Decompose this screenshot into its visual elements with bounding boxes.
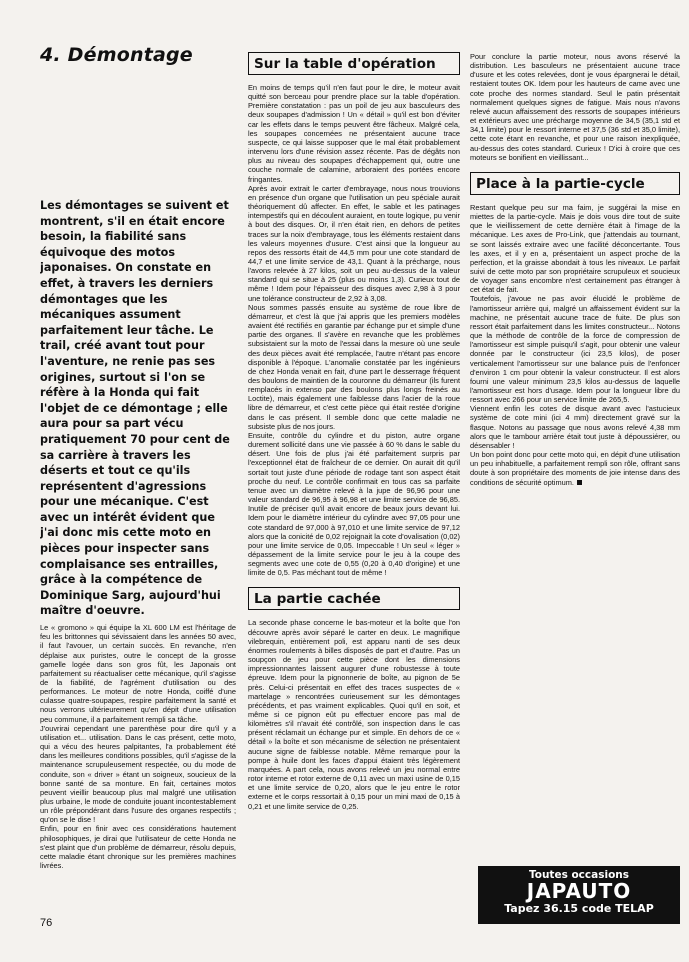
ad-line-3: Tapez 36.15 code TELAP <box>504 902 654 915</box>
end-mark-icon <box>577 480 582 485</box>
body-paragraph: Ensuite, contrôle du cylindre et du piston, autre organe durement sollicité dans une vie passée à 60 % dans le sable du désert. Une fois de plus j'ai été parfaitement surpris par l'exceptionnel état de fraîcheur de ce dernier. On aurait dit qu'il sortait tout juste d'une période de rodage tant son aspect était proche du neuf. Le contrôle confirmait en tous cas sa parfaite tenue avec un diamètre relevé à la jupe de 96,96 pour une valeur standard de 96,95 à 96,98 et une limite service de 96,85. Inutile de préciser qu'il avait encore de beaux jours devant lui. Idem pour le diamètre intérieur du cylindre avec 97,05 pour une cote standard de 97,000 à 97,010 et une limite service de 97,12 alors que la conicité de 0,02 rejoignait la cote d'ovalisation (0,02) pour une limite service de 0,05. Impeccable ! Un seul « léger » dépassement de la limite service pour le jeu à la coupe des segments avec une cote de 0,55 (0,20 à 0,40 d'origine) et une limite de 0,5. Pas méchant tout de même ! <box>248 430 460 578</box>
subheading-table-operation: Sur la table d'opération <box>248 52 460 75</box>
column-right <box>470 52 680 942</box>
body-paragraph: Restant quelque peu sur ma faim, je suggérai la mise en miettes de la partie-cycle. Mais je dois vous dire tout de suite que le vieillissement de cette dernière était à l'image de la mécanique. Les axes de Pro-Link, que j'attendais au tournant, se sont laissés extraire avec une facilité déconcertante. Tous les axes, et il y en a, présentaient un aspect proche de la perfection, et la graisse abondait à tous les niveaux. Le parfait suivi de cette moto par son propriétaire scrupuleux et soucieux de voyager sans encombre n'est certainement pas étranger à cet état de fait. <box>470 202 680 295</box>
body-paragraph: Enfin, pour en finir avec ces considérations hautement philosophiques, je dirai que l'utilisateur de cette Honda ne s'est plaint que d'un problème de démarreur, résolu depuis, cette maladie étant chronique sur les premières machines livrées. <box>40 824 236 871</box>
subheading-partie-cachee: La partie cachée <box>248 587 460 610</box>
body-paragraph: En moins de temps qu'il n'en faut pour le dire, le moteur avait quitté son berceau pour prendre place sur la table d'opération. Première constatation : pas un poil de jeu aux basculeurs des deux soupapes d'admission ! Un « détail » qu'il est bon d'éviter car les effets dans le temps peuvent être fâcheux. Malgré cela, les soupapes concernées ne présentaient aucune trace suspecte, ce qui laisse supposer que le mal était probablement intervenu lors d'une révision assez récente. Pas de dégâts non plus au niveau des soupapes d'échappement qui, outre une couche normale de calamine, arboraient des portées encore fringantes. <box>248 83 460 184</box>
body-paragraph: J'ouvrirai cependant une parenthèse pour dire qu'il y a utilisation et... utilisation. Dans le cas présent, cette moto, qui a vécu des heures palpitantes, l'a probablement été dans les meilleures conditions possibles, qu'il s'agisse de la maintenance scrupuleusement respectée, ou du mode de conduite, son « driver » étant un soigneux, soucieux de la bonne santé de sa monture. En fait, certaines motos peuvent vieillir beaucoup plus mal malgré une utilisation plus urbaine, le mode de conduite jouant incontestablement un rôle prépondérant dans l'usure des organes respectifs ; qu'on se le dise ! <box>40 723 236 825</box>
column-middle <box>248 52 460 942</box>
column-left <box>40 40 236 942</box>
ad-line-1: Toutes occasions <box>528 869 630 881</box>
body-paragraph: Viennent enfin les cotes de disque avant avec l'astucieux système de cote mini (ici 4 mm) directement gravé sur la flasque. Notons au passage que nous avons relevé 4,38 mm alors que le tambour arrière était tout juste à dépoussiérer, ou désensabler ! <box>470 404 680 450</box>
lead-paragraph: Les démontages se suivent et montrent, s'il en était encore besoin, la fiabilité sans équivoque des motos japonaises. On constate en effet, à travers les derniers démontages que les mécaniques assument parfaitement leur tâche. Le trail, créé avant tout pour l'aventure, ne renie pas ses origines, surtout si l'on se réfère à la Honda qui fait l'objet de ce démontage ; elle aura pour sa part vécu pratiquement 70 pour cent de sa carrière à travers les déserts et tout ce qu'ils représentent d'agressions pour une mécanique. C'est avec un intérêt évident que j'ai donc mis cette moto en pièces pour inspecter sans complaisance ses entrailles, grâce à la compétence de Dominique Sarg, aujourd'hui maître d'oeuvre. <box>40 199 230 618</box>
page-number: 76 <box>40 917 53 929</box>
body-paragraph: Après avoir extrait le carter d'embrayage, nous nous trouvions en présence d'un organe que l'utilisation un peu spéciale aurait théoriquement dû affecter. En effet, le sable et les patinages intempestifs qui en découlent auraient, en toute logique, pu venir à bout des disques. Or, il n'en était rien, en dehors de petites traces sur la noix d'embrayage, tous les éléments restaient dans les valeurs moyennes d'usure. C'est ainsi que la longueur au repos des ressorts était de 44,5 mm pour une cote standard de 44,7 et une limite service de 43,1. Quant à la précharge, nous l'avons relevée à 27 kilos, soit un peu au-dessus de la valeur standard qui se situe à 25 (plus ou moins 1,3). Curieux tout de même ! Idem pour l'épaisseur des disques avec 2,98 à 3 pour une tolérance constructeur de 2,92 à 3,08. <box>248 183 460 303</box>
body-paragraph: Le « gromono » qui équipe la XL 600 LM est l'héritage de feu les brittonnes qui sévissaient dans les années 50 avec, il faut l'avouer, un certain succès. En revanche, n'en déplaise aux puristes, outre le concept de la grosse gamelle logée dans son gros fût, les Japonais ont parfaitement su réactualiser cette mécanique, qu'il s'agisse de la fiabilité, de l'agrément d'utilisation ou des performances. Le moteur de notre Honda, coiffé d'une culasse quatre-soupapes, respire parfaitement la santé et nous verrons ultérieurement qu'en dépit d'une utilisation peu commune, il a parfaitement rempli sa tâche. <box>40 623 236 724</box>
body-paragraph: Pour conclure la partie moteur, nous avons réservé la distribution. Les basculeurs ne présentaient aucune trace d'usure et les cotes relevées, dont je vous épargnerai le détail, restaient toutes OK. Idem pour les hauteurs de came avec une cote proche des normes standard. Seul le patin présentait normalement quelques signes de fatigue. Mais nous n'avons relevé aucun affaissement des ressorts de soupapes intérieurs et extérieurs avec une précharge moyenne de 34,5 (35,1 std et 34,1 limite) pour le ressort interne et 37,5 (36 std et 35,0 limite), cette cote étant en revanche, et pour une raison inexpliquée, au-dessus des cotes standard. Curieux ! D'ici à croire que ces moteurs se bonifient en vieillissant... <box>470 52 680 162</box>
body-paragraph: Toutefois, j'avoue ne pas avoir élucidé le problème de l'amortisseur arrière qui, malgré un affaissement évident sur la machine, ne présentait aucune trace de fuite. De plus son ressort était parfaitement dans les limites constructeur... Notons que la méthode de contrôle de la force de compression de l'amortisseur est simple puisqu'il s'agit, pour obtenir une valeur donnée par le constructeur (ici 23,5 kilos), de poser verticalement l'amortisseur sur une balance puis de l'enfoncer d'environ 1 cm pour obtenir la valeur constructeur. Il est alors fourni une valeur minimum 23,5 kilos au-dessus de laquelle l'amortisseur est hors d'usage. Idem pour la longueur libre du ressort avec 266 pour un service limite de 265,5. <box>470 294 680 405</box>
subheading-partie-cycle: Place à la partie-cycle <box>470 172 680 195</box>
body-paragraph: Nous sommes passés ensuite au système de roue libre de démarreur, et c'est là que j'ai appris que les premiers modèles avaient été rectifiés en garantie par échange pur et simple d'une partie des organes. Il s'avère en revanche que les problèmes subsistaient sur la moto de l'essai dans la mesure où une seule des deux pièces avait été remplacée, l'autre n'étant pas encore disponible à l'époque. L'anomalie constatée par les ingénieurs de chez Honda venait en fait, d'une part le desserrage fréquent des boulons de maintien de la couronne du démarreur (ils furent remplacés in extenso par des boulons plus longs freinés au Loctite), mais également une faiblesse dans l'acier de la roue libre de démarreur, et c'est cette pièce qui était restée d'origine dans le cas présent. Il semble donc que cette maladie ne subsiste plus de nos jours. <box>248 302 460 431</box>
ad-brand: JAPAUTO <box>526 879 632 903</box>
section-title: 4. Démontage <box>40 44 193 66</box>
advertisement-banner[interactable] <box>478 866 680 924</box>
closing-text: Un bon point donc pour cette moto qui, en dépit d'une utilisation un peu inhabituelle, a parfaitement rempli son rôle, offrant sans doute à son propriétaire des moments de joie intense dans des conditions de sécurité optimum. <box>470 450 680 487</box>
body-paragraph <box>470 450 680 487</box>
body-paragraph: La seconde phase concerne le bas-moteur et la boîte que l'on découvre après avoir séparé le carter en deux. Le magnifique vilebrequin, entièrement poli, est apparu nanti de ses deux énormes roulements à billes disposés de part et d'autre. Pas un soupçon de jeu pour cette pièce dont les dimensions impressionnantes laissent augurer d'une robustesse à toute épreuve. Idem pour la pignonnerie de boîte, au pignon de 5e près. Celui-ci présentait en effet des traces suspectes de « martelage » rencontrées curieusement sur les démontages précédents, et pas vraiment explicables. Quoi qu'il en soit, et même si ce pignon eût pu effectuer encore pas mal de kilomètres s'il n'avait été contrôlé, son inspection dans le cas présent réclamait un échange pur et simple. En dehors de ce « détail » la boîte et son mécanisme de sélection ne présentaient aucune signe de faiblesse notable. Même remarque pour la pompe à huile dont les faces d'appui étaient très légèrement marquées. A part cela, nous avons relevé un jeu normal entre rotor interne et rotor externe de 0,11 avec un maxi usine de 0,15 et une limite service de 0,20, alors que le jeu entre le rotor externe et le corps ressortait à 0,15 pour un mini maxi de 0,15 à 0,21 et une limite service de 0,25. <box>248 618 460 811</box>
